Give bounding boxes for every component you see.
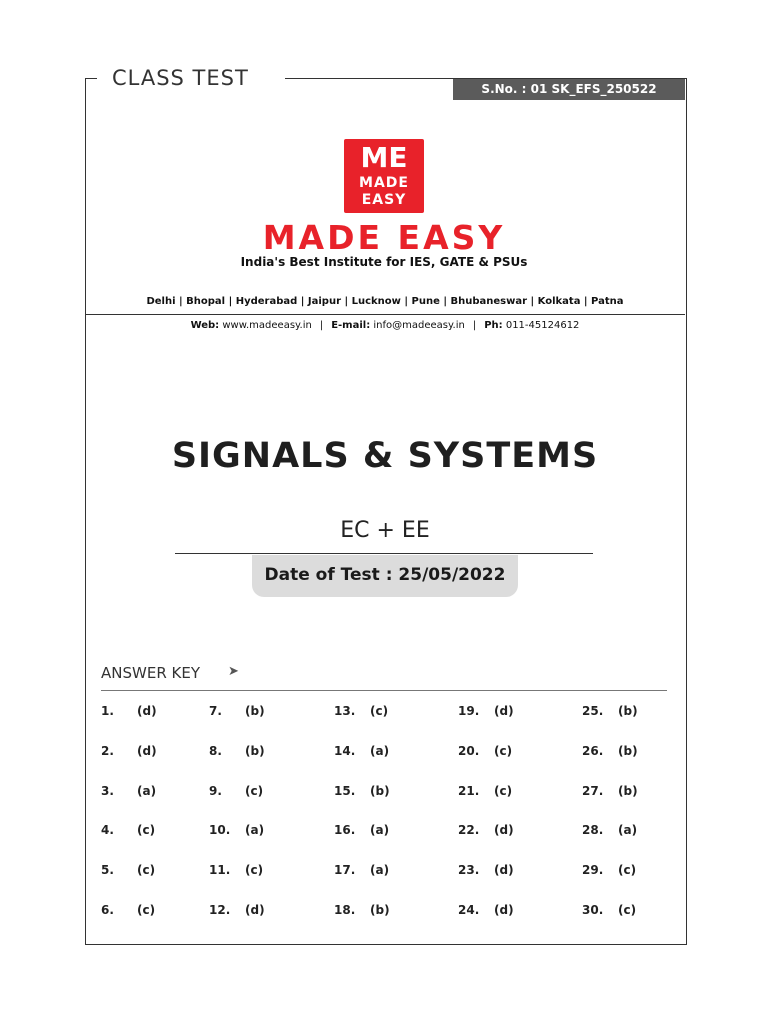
answer-item	[101, 744, 157, 758]
phone-number: 011-45124612	[505, 320, 580, 331]
question-number: 7.	[209, 704, 222, 718]
answer-item	[101, 823, 155, 837]
branch-label: EC + EE	[340, 518, 430, 543]
answer-option: (a)	[370, 823, 390, 837]
test-date-badge: Date of Test : 25/05/2022	[252, 555, 518, 597]
answer-item	[101, 903, 155, 917]
answer-item	[334, 704, 388, 718]
answer-item	[209, 744, 265, 758]
question-number: 5.	[101, 863, 114, 877]
made-easy-logo	[344, 139, 424, 213]
answer-item	[334, 823, 389, 837]
answer-option: (d)	[494, 903, 514, 917]
class-test-label: CLASS TEST	[112, 66, 249, 90]
answer-item	[209, 784, 263, 798]
answer-option: (a)	[370, 744, 390, 758]
arrow-right-icon: ➤	[228, 664, 239, 679]
answer-option: (b)	[245, 744, 265, 758]
answer-item	[101, 784, 156, 798]
question-number: 6.	[101, 903, 114, 917]
question-number: 28.	[582, 823, 604, 837]
question-number: 23.	[458, 863, 480, 877]
answer-option: (c)	[245, 784, 264, 798]
divider	[85, 314, 685, 315]
answer-option: (c)	[494, 784, 513, 798]
separator: |	[319, 320, 324, 331]
answer-option: (a)	[618, 823, 638, 837]
answer-item	[334, 903, 390, 917]
question-number: 4.	[101, 823, 114, 837]
answer-option: (b)	[245, 704, 265, 718]
contact-line	[85, 320, 685, 331]
answer-option: (d)	[494, 704, 514, 718]
question-number: 12.	[209, 903, 231, 917]
answer-item	[458, 744, 512, 758]
answer-item	[101, 863, 155, 877]
frame-top-border-left	[85, 78, 97, 79]
question-number: 17.	[334, 863, 356, 877]
answer-option: (b)	[618, 704, 638, 718]
question-number: 25.	[582, 704, 604, 718]
answer-option: (c)	[370, 704, 389, 718]
separator: |	[472, 320, 477, 331]
answer-item	[209, 863, 263, 877]
answer-option: (d)	[137, 744, 157, 758]
question-number: 27.	[582, 784, 604, 798]
answer-option: (d)	[494, 863, 514, 877]
answer-item	[458, 823, 514, 837]
answer-option: (c)	[245, 863, 264, 877]
answer-item	[209, 823, 264, 837]
web-label: Web:	[190, 320, 220, 331]
answer-item	[582, 863, 636, 877]
answer-option: (d)	[245, 903, 265, 917]
question-number: 11.	[209, 863, 231, 877]
answer-key-title: ANSWER KEY	[101, 664, 200, 682]
answer-option: (b)	[618, 784, 638, 798]
answer-item	[458, 784, 512, 798]
subject-title: SIGNALS & SYSTEMS	[171, 436, 599, 476]
question-number: 18.	[334, 903, 356, 917]
question-number: 9.	[209, 784, 222, 798]
answer-item	[458, 863, 514, 877]
web-link[interactable]: www.madeeasy.in	[222, 320, 312, 331]
answer-option: (a)	[137, 784, 157, 798]
question-number: 20.	[458, 744, 480, 758]
answer-option: (d)	[137, 704, 157, 718]
email-label: E-mail:	[331, 320, 371, 331]
answer-option: (b)	[370, 784, 390, 798]
question-number: 15.	[334, 784, 356, 798]
answer-item	[334, 744, 389, 758]
answer-item	[209, 903, 265, 917]
answer-item	[458, 903, 514, 917]
question-number: 19.	[458, 704, 480, 718]
email-link[interactable]: info@madeeasy.in	[373, 320, 465, 331]
question-number: 29.	[582, 863, 604, 877]
question-number: 26.	[582, 744, 604, 758]
question-number: 10.	[209, 823, 231, 837]
answer-option: (b)	[618, 744, 638, 758]
answer-item	[582, 823, 637, 837]
answer-option: (c)	[137, 863, 156, 877]
answer-option: (a)	[245, 823, 265, 837]
answer-item	[582, 784, 638, 798]
answer-option: (c)	[618, 903, 637, 917]
question-number: 1.	[101, 704, 114, 718]
brand-tagline: India's Best Institute for IES, GATE & PSUs	[240, 255, 528, 269]
question-number: 21.	[458, 784, 480, 798]
answer-option: (c)	[137, 903, 156, 917]
answer-option: (c)	[494, 744, 513, 758]
logo-line-made: MADE	[359, 175, 409, 191]
answer-item	[209, 704, 265, 718]
logo-mark: ME	[360, 141, 408, 174]
answer-item	[458, 704, 514, 718]
question-number: 22.	[458, 823, 480, 837]
answer-item	[582, 903, 636, 917]
question-number: 14.	[334, 744, 356, 758]
city-list: Delhi | Bhopal | Hyderabad | Jaipur | Lucknow | Pune | Bhubaneswar | Kolkata | Patna	[146, 296, 624, 307]
answer-option: (d)	[494, 823, 514, 837]
question-number: 16.	[334, 823, 356, 837]
question-number: 3.	[101, 784, 114, 798]
answer-item	[582, 744, 638, 758]
divider	[101, 690, 667, 691]
answer-key-grid	[101, 704, 667, 936]
answer-option: (a)	[370, 863, 390, 877]
question-number: 30.	[582, 903, 604, 917]
answer-option: (c)	[137, 823, 156, 837]
phone-label: Ph:	[484, 320, 503, 331]
brand-name: MADE EASY	[262, 218, 506, 257]
answer-option: (c)	[618, 863, 637, 877]
question-number: 8.	[209, 744, 222, 758]
answer-item	[101, 704, 157, 718]
answer-item	[582, 704, 638, 718]
divider	[175, 553, 593, 554]
serial-number-badge: S.No. : 01 SK_EFS_250522	[453, 79, 685, 100]
question-number: 24.	[458, 903, 480, 917]
question-number: 2.	[101, 744, 114, 758]
answer-item	[334, 784, 390, 798]
answer-option: (b)	[370, 903, 390, 917]
question-number: 13.	[334, 704, 356, 718]
answer-item	[334, 863, 389, 877]
logo-line-easy: EASY	[361, 192, 407, 208]
